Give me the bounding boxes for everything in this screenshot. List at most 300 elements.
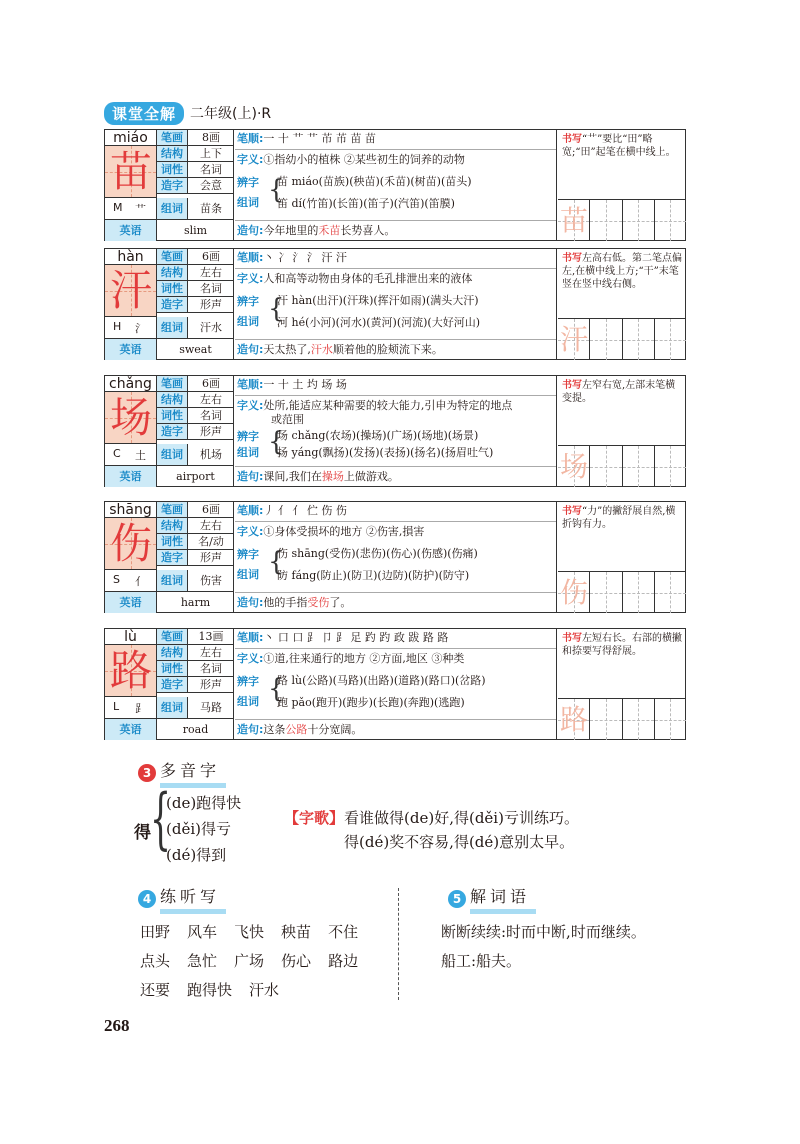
attr-value: 名/动 <box>198 535 224 548</box>
attr-label: 造字 <box>157 297 188 312</box>
attr-word <box>157 444 234 466</box>
practice-cell <box>655 319 686 360</box>
attr-label: 造字 <box>157 424 188 439</box>
attr-structure <box>157 265 234 281</box>
section-number: 3 <box>138 764 156 782</box>
divider <box>235 149 556 150</box>
section-number: 4 <box>138 890 156 908</box>
row-label: 组词 <box>237 695 259 708</box>
writing-note <box>562 252 683 291</box>
writing-note <box>562 505 683 531</box>
compare-word: 笛 dí(竹笛)(长笛)(笛子)(汽笛)(笛膜) <box>277 197 455 210</box>
sentence-text: 今年地里的 <box>263 224 319 237</box>
polyphone-char: 得 <box>134 823 151 843</box>
attr-pos <box>157 281 234 297</box>
index-letter: S <box>113 573 120 586</box>
dictation-word: 田野 <box>140 923 171 941</box>
row-label: 造句: <box>237 470 264 483</box>
row-label: 字义: <box>237 272 264 285</box>
practice-cell <box>623 200 655 241</box>
stroke-order: 丶 口 口 ⻊ 卩 ⻊ 足 趵 趵 政 跋 路 路 <box>263 631 449 644</box>
english-row <box>105 466 234 487</box>
song-line: 得(dé)奖不容易,得(dé)意别太早。 <box>344 833 575 851</box>
attr-label: 组词 <box>157 570 188 591</box>
stroke-order: 一 十 艹 艹 芇 芇 苗 苗 <box>263 132 376 145</box>
dictation-words <box>140 918 390 1005</box>
compare-word: 苗 miáo(苗族)(秧苗)(禾苗)(树苗)(苗头) <box>277 175 472 188</box>
attr-label: 结构 <box>157 146 188 161</box>
character-card <box>104 375 686 487</box>
attr-pos <box>157 534 234 550</box>
compare-word: 扬 yáng(飘扬)(发扬)(表扬)(扬名)(扬眉吐气) <box>277 446 494 459</box>
song-label: 【字歌】 <box>284 809 345 827</box>
attr-formation <box>157 297 234 313</box>
row-label: 笔顺: <box>237 132 264 145</box>
meaning: 人和高等动物由身体的毛孔排泄出来的液体 <box>263 272 473 285</box>
row-label: 辨字 <box>237 295 259 308</box>
reading-item: (de)跑得快 <box>166 794 242 812</box>
meaning-row <box>237 272 472 286</box>
attr-strokes <box>157 502 234 518</box>
stroke-order: 丿 亻 亻 伫 伤 伤 <box>263 504 347 517</box>
attr-label: 笔画 <box>157 629 188 644</box>
practice-cell <box>623 699 655 740</box>
main-character: 路 <box>109 646 152 695</box>
practice-cell <box>590 699 622 740</box>
pinyin: miáo <box>105 130 157 146</box>
character-info <box>105 130 234 241</box>
meaning: ①身体受损坏的地方 ②伤害,損害 <box>263 525 425 538</box>
writing-guide <box>558 502 686 613</box>
pinyin: shāng <box>105 502 157 518</box>
attr-formation <box>157 677 234 693</box>
radical-box <box>105 697 157 719</box>
attr-label: 词性 <box>157 661 188 676</box>
radical: 土 <box>135 449 146 462</box>
english-label: 英语 <box>105 719 157 740</box>
practice-cell <box>558 200 590 241</box>
writing-guide <box>558 629 686 740</box>
index-letter: L <box>113 700 120 713</box>
compare-word: 防 fáng(防止)(防卫)(边防)(防护)(防守) <box>277 569 470 582</box>
explanation-item: 断断续续:时而中断,时而继续。 <box>441 923 646 941</box>
reading-item: (dé)得到 <box>166 846 227 864</box>
practice-cell <box>655 446 686 487</box>
page-number: 268 <box>104 1016 130 1035</box>
english-row <box>105 592 234 613</box>
attr-structure <box>157 392 234 408</box>
attr-label: 造字 <box>157 178 188 193</box>
attr-formation <box>157 178 234 194</box>
attr-label: 词性 <box>157 408 188 423</box>
grade-label: 二年级(上)·R <box>190 106 272 122</box>
main-character: 汗 <box>109 266 152 315</box>
row-label: 笔顺: <box>237 631 264 644</box>
character-details <box>235 130 557 241</box>
sentence-text: 长势喜人。 <box>340 224 396 237</box>
sentence-row <box>237 723 362 737</box>
character-card <box>104 129 686 241</box>
meaning-continued: 或范围 <box>271 413 304 426</box>
sentence-highlight: 汗水 <box>310 343 333 356</box>
row-label: 笔顺: <box>237 251 264 264</box>
meaning: ①道,往来通行的地方 ②方面,地区 ③种类 <box>263 652 465 665</box>
english-row <box>105 220 234 241</box>
attr-value: 6画 <box>202 250 220 263</box>
row-label: 造句: <box>237 343 264 356</box>
stroke-order-row <box>237 504 347 518</box>
stroke-order: 一 十 土 圴 场 场 <box>263 378 347 391</box>
char-grid <box>105 265 157 317</box>
dictation-word: 风车 <box>187 923 218 941</box>
character-info <box>105 376 234 487</box>
practice-cell <box>590 446 622 487</box>
english-label: 英语 <box>105 339 157 360</box>
dictation-word: 急忙 <box>187 952 218 970</box>
attr-word <box>157 317 234 339</box>
attr-label: 结构 <box>157 645 188 660</box>
pinyin: chǎng <box>105 376 157 392</box>
note-label: 书写 <box>562 134 582 145</box>
dictation-word: 飞快 <box>234 923 265 941</box>
writing-guide <box>558 249 686 360</box>
word-explanations <box>411 918 693 976</box>
sentence-text: 了。 <box>329 596 352 609</box>
english-row <box>105 719 234 740</box>
row-label: 字义: <box>237 652 264 665</box>
attr-value: 汗水 <box>200 321 222 334</box>
word-row <box>140 976 390 1005</box>
practice-cell <box>590 200 622 241</box>
meaning-row <box>237 153 465 167</box>
practice-cell <box>623 446 655 487</box>
main-character: 苗 <box>109 147 152 196</box>
practice-cell <box>623 319 655 360</box>
character-info <box>105 502 234 613</box>
divider <box>235 220 556 221</box>
sentence-row <box>237 343 443 357</box>
attr-label: 组词 <box>157 198 188 219</box>
writing-guide <box>558 130 686 241</box>
attr-value: 名词 <box>200 662 222 675</box>
sentence-text: 十分宽阔。 <box>307 723 363 736</box>
stroke-order-row <box>237 631 448 645</box>
section-title-dictation <box>138 888 226 910</box>
sentence-text: 上做游戏。 <box>343 470 399 483</box>
section-title-explain <box>448 888 536 910</box>
practice-cell <box>558 699 590 740</box>
radical-box <box>105 198 157 220</box>
sentence-highlight: 受伤 <box>307 596 330 609</box>
row-label: 辨字 <box>237 548 259 561</box>
attr-strokes <box>157 130 234 146</box>
attr-pos <box>157 162 234 178</box>
compare-word: 伤 shāng(受伤)(悲伤)(伤心)(伤感)(伤痛) <box>277 547 478 560</box>
radical-box <box>105 317 157 339</box>
attr-label: 结构 <box>157 392 188 407</box>
attr-value: 名词 <box>200 409 222 422</box>
compare-word: 汗 hàn(出汗)(汗珠)(挥汗如雨)(满头大汗) <box>277 294 479 307</box>
character-card <box>104 248 686 360</box>
attr-value: 8画 <box>202 131 220 144</box>
radical: ⻊ <box>135 702 146 715</box>
sentence-highlight: 禾苗 <box>318 224 341 237</box>
column-divider <box>398 888 399 1000</box>
row-label: 字义: <box>237 525 264 538</box>
attr-value: 13画 <box>198 630 224 643</box>
writing-note <box>562 379 683 405</box>
practice-cell <box>558 446 590 487</box>
note-text: 左高右低。第二笔点偏左,在横中线上方;“干”末笔竖在竖中线右侧。 <box>562 253 682 290</box>
radical: 氵 <box>135 322 146 335</box>
character-card <box>104 628 686 740</box>
meaning-row <box>237 652 464 666</box>
attr-value: 形声 <box>200 425 222 438</box>
attr-value: 左右 <box>200 393 222 406</box>
dictation-word: 秧苗 <box>281 923 312 941</box>
sentence-row <box>237 470 399 484</box>
sentence-row <box>237 224 395 238</box>
divider <box>235 395 556 396</box>
writing-note <box>562 133 683 159</box>
attr-value: 苗条 <box>200 202 222 215</box>
attr-pos <box>157 408 234 424</box>
attr-pos <box>157 661 234 677</box>
index-letter: M <box>113 201 123 214</box>
sentence-text: 天太热了, <box>263 343 311 356</box>
row-label: 辨字 <box>237 430 259 443</box>
attr-label: 造字 <box>157 550 188 565</box>
practice-cell <box>655 572 686 613</box>
row-label: 造句: <box>237 723 264 736</box>
attr-label: 词性 <box>157 534 188 549</box>
main-character: 伤 <box>109 519 152 568</box>
practice-cell <box>558 319 590 360</box>
brace-icon: { <box>150 780 171 857</box>
attr-word <box>157 570 234 592</box>
row-label: 辨字 <box>237 675 259 688</box>
character-details <box>235 502 557 613</box>
note-label: 书写 <box>562 380 582 391</box>
character-details <box>235 629 557 740</box>
attr-label: 笔画 <box>157 502 188 517</box>
attr-formation <box>157 550 234 566</box>
practice-grid <box>558 318 686 360</box>
dictation-word: 汗水 <box>249 981 280 999</box>
attr-label: 词性 <box>157 281 188 296</box>
divider <box>235 268 556 269</box>
dictation-word: 不住 <box>328 923 359 941</box>
character-info <box>105 629 234 740</box>
note-text: “力”的撇舒展自然,横折钩有力。 <box>562 506 676 530</box>
index-letter: H <box>113 320 122 333</box>
section-number: 5 <box>448 890 466 908</box>
dictation-word: 点头 <box>140 952 171 970</box>
row-label: 笔顺: <box>237 504 264 517</box>
character-card <box>104 501 686 613</box>
char-grid <box>105 392 157 444</box>
sentence-text: 顺着他的脸颊流下来。 <box>332 343 443 356</box>
character-song <box>284 806 579 854</box>
attr-label: 造字 <box>157 677 188 692</box>
note-label: 书写 <box>562 633 582 644</box>
practice-grid <box>558 445 686 487</box>
pinyin: hàn <box>105 249 157 265</box>
sentence-highlight: 操场 <box>321 470 344 483</box>
attr-word <box>157 697 234 719</box>
english-value: road <box>182 723 209 736</box>
trace-character: 苗 <box>559 204 588 237</box>
main-character: 场 <box>109 393 152 442</box>
row-label: 组词 <box>237 315 259 328</box>
practice-grid <box>558 571 686 613</box>
character-details <box>235 249 557 360</box>
row-label: 辨字 <box>237 176 259 189</box>
word-row <box>140 947 390 976</box>
row-label: 字义: <box>237 399 264 412</box>
practice-cell <box>655 200 686 241</box>
attr-value: 机场 <box>200 448 222 461</box>
brace-icon: { <box>268 294 285 324</box>
practice-cell <box>590 572 622 613</box>
char-grid <box>105 146 157 198</box>
attr-value: 形声 <box>200 678 222 691</box>
attr-value: 左右 <box>200 646 222 659</box>
character-info <box>105 249 234 360</box>
writing-note <box>562 632 683 658</box>
dictation-word: 路边 <box>328 952 359 970</box>
meaning-row <box>237 399 512 413</box>
english-label: 英语 <box>105 466 157 487</box>
row-label: 组词 <box>237 446 259 459</box>
sentence-text: 他的手指 <box>263 596 308 609</box>
attr-value: 左右 <box>200 266 222 279</box>
compare-word: 跑 pǎo(跑开)(跑步)(长跑)(奔跑)(逃跑) <box>277 696 465 709</box>
attr-value: 马路 <box>200 701 222 714</box>
english-value: harm <box>180 596 211 609</box>
index-letter: C <box>113 447 121 460</box>
english-value: sweat <box>179 343 212 356</box>
book-logo: 课堂全解 <box>104 102 184 125</box>
word-row <box>140 918 390 947</box>
explanation-item: 船工:船夫。 <box>441 952 522 970</box>
divider <box>235 648 556 649</box>
stroke-order-row <box>237 251 347 265</box>
writing-guide <box>558 376 686 487</box>
note-label: 书写 <box>562 506 582 517</box>
trace-character: 汗 <box>559 323 588 356</box>
trace-character: 场 <box>559 450 588 483</box>
sentence-row <box>237 596 351 610</box>
row-label: 组词 <box>237 568 259 581</box>
radical: 亻 <box>135 575 146 588</box>
stroke-order-row <box>237 132 376 146</box>
attr-word <box>157 198 234 220</box>
note-text: “艹”要比“田”略宽;“田”起笔在横中线上。 <box>562 134 676 158</box>
divider <box>235 466 556 467</box>
attr-value: 6画 <box>202 377 220 390</box>
attr-label: 结构 <box>157 518 188 533</box>
attr-structure <box>157 518 234 534</box>
trace-character: 伤 <box>559 576 588 609</box>
char-grid <box>105 518 157 570</box>
meaning: 处所,能适应某种需要的较大能力,引申为特定的地点 <box>263 399 513 412</box>
row-label: 组词 <box>237 196 259 209</box>
character-details <box>235 376 557 487</box>
polyphone-block <box>134 780 694 870</box>
attr-label: 组词 <box>157 444 188 465</box>
song-line: 看谁做得(de)好,得(děi)亏训练巧。 <box>344 809 579 827</box>
dictation-word: 伤心 <box>281 952 312 970</box>
divider <box>235 521 556 522</box>
practice-grid <box>558 199 686 241</box>
divider <box>235 719 556 720</box>
row-label: 字义: <box>237 153 264 166</box>
practice-cell <box>590 319 622 360</box>
radical-box <box>105 444 157 466</box>
attr-value: 上下 <box>200 147 222 160</box>
english-label: 英语 <box>105 220 157 241</box>
section-title: 解词语 <box>470 884 536 914</box>
meaning: ①指幼小的植株 ②某些初生的饲养的动物 <box>263 153 465 166</box>
dictation-word: 广场 <box>234 952 265 970</box>
attr-label: 笔画 <box>157 130 188 145</box>
english-value: airport <box>176 470 215 483</box>
pinyin: lù <box>105 629 157 645</box>
attr-structure <box>157 645 234 661</box>
attr-value: 伤害 <box>200 574 222 587</box>
trace-character: 路 <box>559 703 588 736</box>
english-label: 英语 <box>105 592 157 613</box>
attr-value: 6画 <box>202 503 220 516</box>
attr-value: 形声 <box>200 551 222 564</box>
radical: 艹 <box>135 203 146 216</box>
practice-cell <box>655 699 686 740</box>
attr-label: 组词 <box>157 317 188 338</box>
attr-strokes <box>157 376 234 392</box>
attr-label: 词性 <box>157 162 188 177</box>
attr-value: 左右 <box>200 519 222 532</box>
section-title: 多音字 <box>160 758 226 788</box>
attr-strokes <box>157 629 234 645</box>
attr-strokes <box>157 249 234 265</box>
attr-label: 笔画 <box>157 249 188 264</box>
brace-icon: { <box>268 547 285 577</box>
compare-word: 场 chǎng(农场)(操场)(广场)(场地)(场景) <box>277 429 479 442</box>
page-header <box>104 102 271 124</box>
practice-cell <box>558 572 590 613</box>
dictation-word: 跑得快 <box>187 981 233 999</box>
attr-value: 名词 <box>200 163 222 176</box>
row-label: 造句: <box>237 224 264 237</box>
note-label: 书写 <box>562 253 582 264</box>
brace-icon: { <box>268 175 285 205</box>
reading-item: (děi)得亏 <box>166 820 231 838</box>
practice-cell <box>623 572 655 613</box>
attr-label: 组词 <box>157 697 188 718</box>
stroke-order-row <box>237 378 347 392</box>
sentence-text: 这条 <box>263 723 286 736</box>
attr-label: 结构 <box>157 265 188 280</box>
attr-value: 会意 <box>200 179 222 192</box>
english-value: slim <box>183 224 208 237</box>
stroke-order: 丶 冫 氵 氵 汗 汗 <box>263 251 347 264</box>
attr-label: 笔画 <box>157 376 188 391</box>
brace-icon: { <box>268 427 285 457</box>
attr-value: 形声 <box>200 298 222 311</box>
compare-word: 路 lù(公路)(马路)(出路)(道路)(路口)(岔路) <box>277 674 486 687</box>
sentence-highlight: 公路 <box>285 723 308 736</box>
